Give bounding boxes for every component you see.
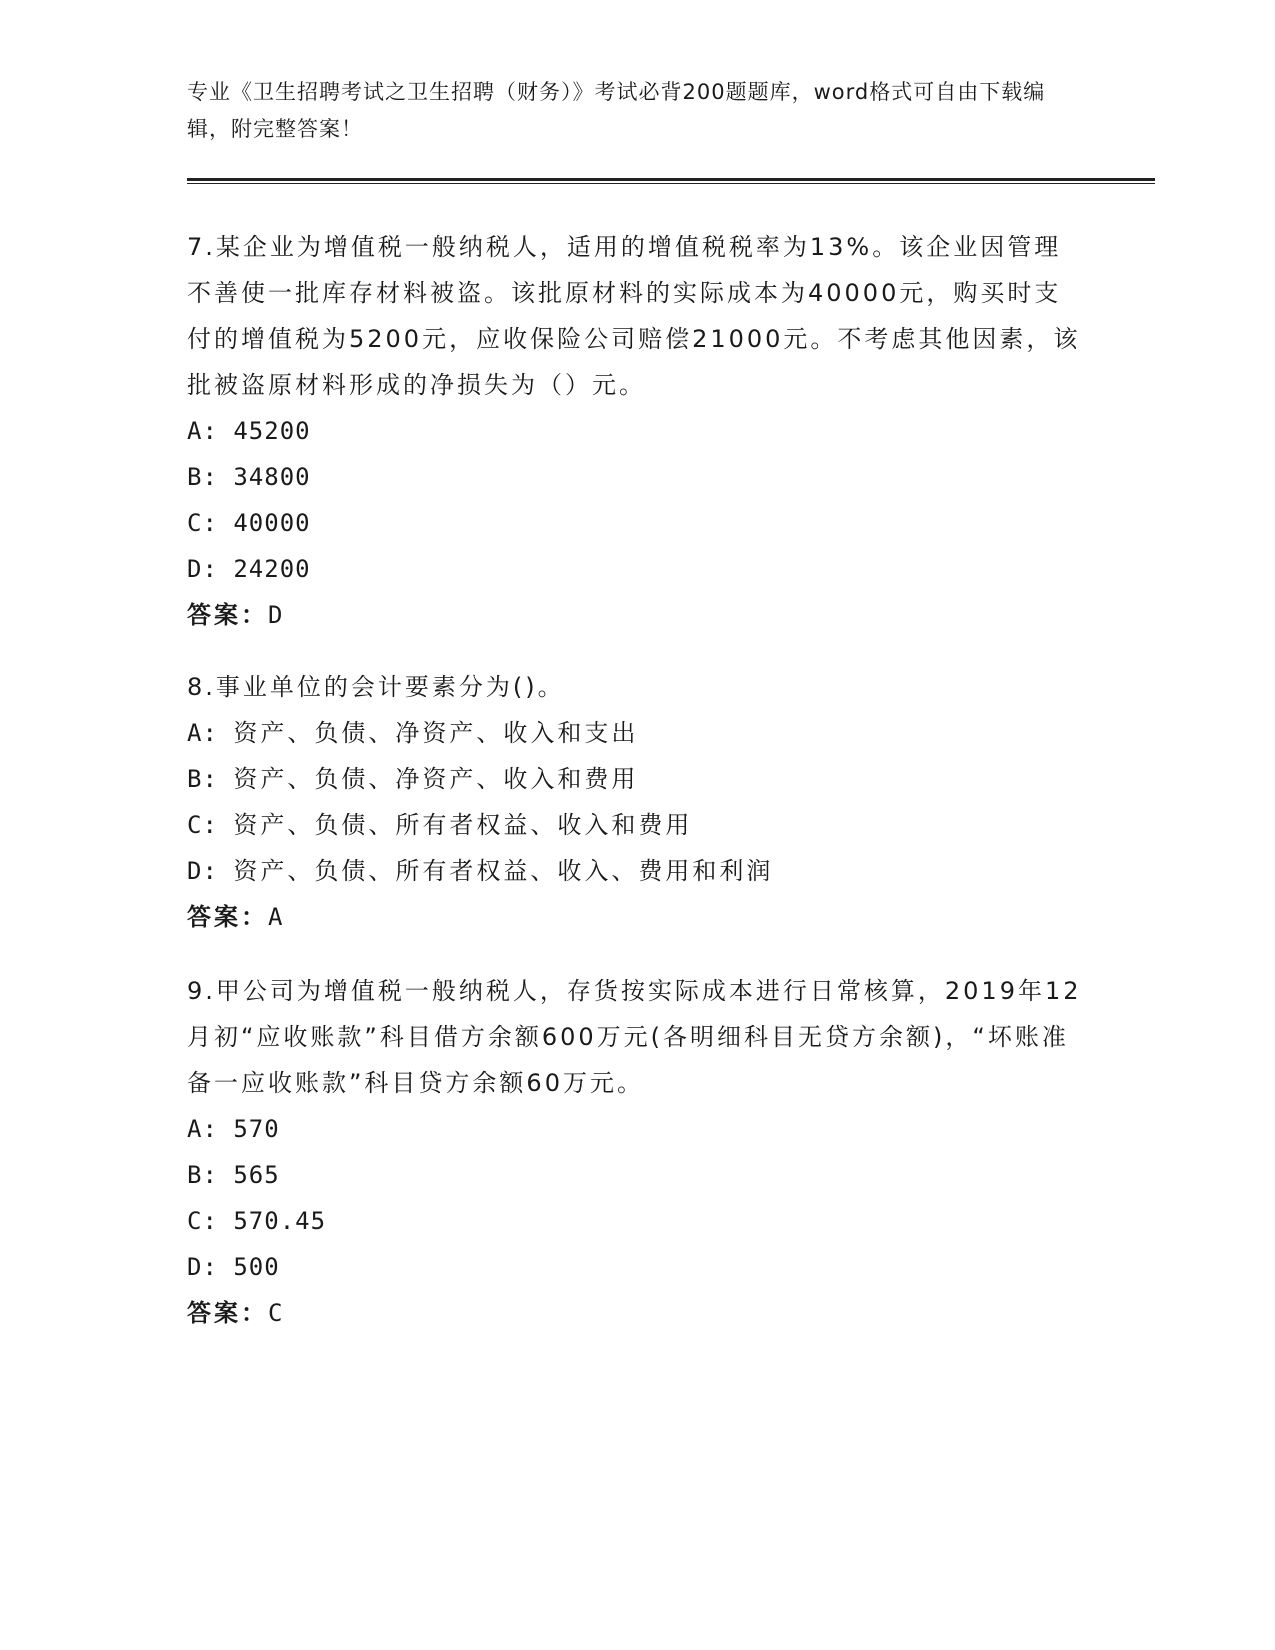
option-b [187,1152,1087,1198]
option-c [187,1198,1087,1244]
option-b [187,756,1087,802]
option-key: C: [187,811,218,839]
option-a [187,710,1087,756]
answer-label: 答案： [187,601,268,629]
option-key: D: [187,1253,218,1281]
option-text: 资产、负债、所有者权益、收入、费用和利润 [233,857,774,885]
option-text: 570.45 [233,1207,327,1235]
question-stem: 7.某企业为增值税一般纳税人，适用的增值税税率为13%。该企业因管理不善使一批库存材料被盗。该批原材料的实际成本为40000元，购买时支付的增值税为5200元，应收保险公司赔偿21000元。不考虑其他因素，该批被盗原材料形成的净损失为（）元。 [187,233,1081,399]
option-key: A: [187,719,218,747]
option-text: 34800 [233,463,311,491]
header-divider-thin [187,183,1155,184]
option-key: A: [187,417,218,445]
option-key: A: [187,1115,218,1143]
option-b [187,454,1087,500]
option-text: 40000 [233,509,311,537]
option-text: 24200 [233,555,311,583]
question-stem: 8.事业单位的会计要素分为()。 [187,673,565,701]
option-text: 570 [233,1115,280,1143]
option-key: B: [187,1161,218,1189]
option-d [187,1244,1087,1290]
answer-value: D [268,601,286,629]
option-d [187,546,1087,592]
question-block-9 [187,968,1087,1336]
option-key: C: [187,1207,218,1235]
option-key: C: [187,509,218,537]
question-stem: 9.甲公司为增值税一般纳税人，存货按实际成本进行日常核算，2019年12月初“应收账款”科目借方余额600万元(各明细科目无贷方余额)，“坏账准备一应收账款”科目贷方余额60万元。 [187,977,1082,1097]
option-text: 资产、负债、净资产、收入和费用 [233,765,639,793]
option-c [187,802,1087,848]
option-c [187,500,1087,546]
option-text: 500 [233,1253,280,1281]
option-a [187,408,1087,454]
option-a [187,1106,1087,1152]
document-header: 专业《卫生招聘考试之卫生招聘（财务）》考试必背200题题库，word格式可自由下载编辑，附完整答案！ [187,80,1046,141]
question-block-7 [187,224,1087,638]
answer-label: 答案： [187,1299,268,1327]
option-key: D: [187,857,218,885]
header-divider-thick [187,178,1155,181]
answer-label: 答案： [187,903,268,931]
option-key: D: [187,555,218,583]
answer-line [187,1290,1087,1336]
answer-line [187,592,1087,638]
answer-value: C [268,1299,286,1327]
question-block-8 [187,664,1087,940]
option-d [187,848,1087,894]
answer-value: A [268,903,286,931]
answer-line [187,894,1087,940]
option-key: B: [187,463,218,491]
option-text: 资产、负债、净资产、收入和支出 [233,719,639,747]
option-key: B: [187,765,218,793]
option-text: 45200 [233,417,311,445]
option-text: 资产、负债、所有者权益、收入和费用 [233,811,693,839]
option-text: 565 [233,1161,280,1189]
